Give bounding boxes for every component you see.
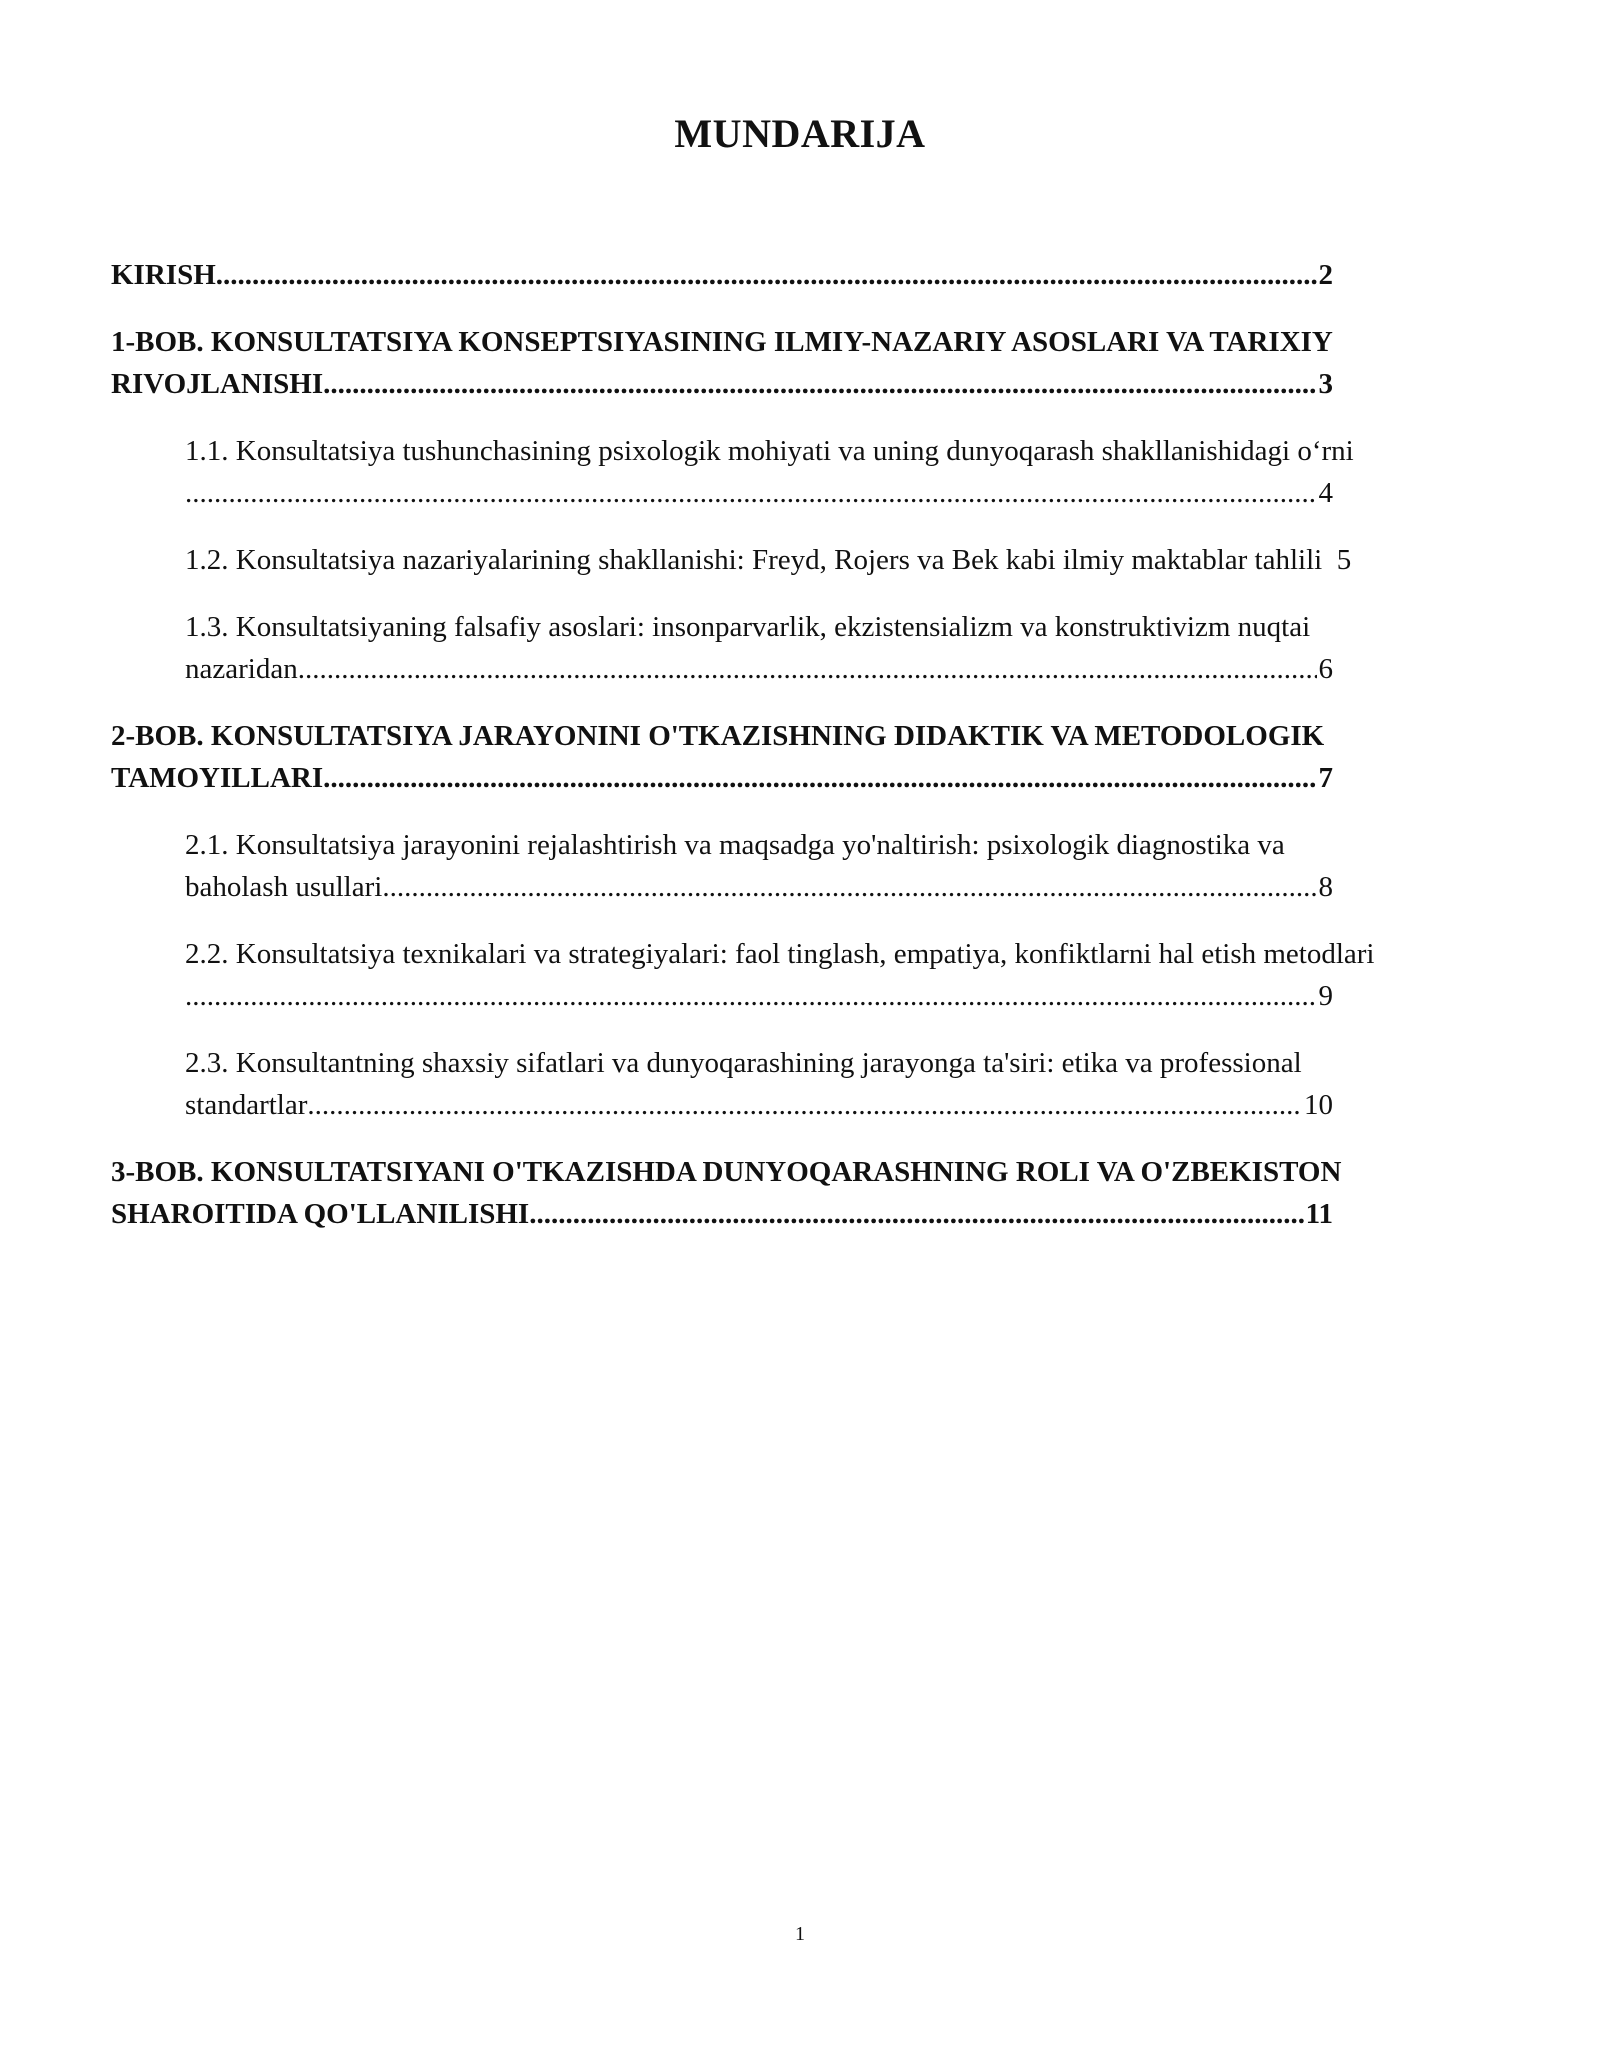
toc-leader-dots: [382, 866, 1316, 908]
toc-entry-heading: 1.1. Konsultatsiya tushunchasining psixologik mohiyati va uning dunyoqarash shakllanishidagi o‘rni: [185, 435, 1354, 467]
toc-page-number: 9: [1318, 980, 1333, 1012]
toc-entry-title-continuation: nazaridan: [185, 653, 298, 685]
toc-entry-heading: 2.1. Konsultatsiya jarayonini rejalashtirish va maqsadga yo'naltirish: psixologik diagnostika va: [185, 829, 1285, 861]
footer-page-number: 1: [795, 1923, 805, 1945]
toc-entry-chapter-1[interactable]: [111, 321, 1479, 405]
toc-page-number: 7: [1318, 762, 1333, 794]
toc-entry-heading: 2.2. Konsultatsiya texnikalari va strategiyalari: faol tinglash, empatiya, konfiktlarni hal etish metodlari: [185, 938, 1375, 970]
toc-entry-section-1-2[interactable]: [185, 539, 1479, 581]
toc-entry-title-continuation: baholash usullari: [185, 871, 383, 903]
toc-leader-dots: [216, 254, 1317, 296]
toc-entry-kirish[interactable]: [111, 254, 1479, 296]
toc-entry-title-continuation: standartlar: [185, 1089, 308, 1121]
toc-page-number: 8: [1318, 871, 1333, 903]
toc-leader-dots: [307, 1084, 1302, 1126]
toc-entry-title: 1.2. Konsultatsiya nazariyalarining shakllanishi: Freyd, Rojers va Bek kabi ilmiy maktablar tahlili: [185, 544, 1323, 576]
toc-leader-dots: [185, 472, 1317, 514]
toc-entry-heading: 1.3. Konsultatsiyaning falsafiy asoslari: insonparvarlik, ekzistensializm va konstruktivizm nuqtai: [185, 611, 1311, 643]
toc-entry-chapter-2[interactable]: [111, 715, 1479, 799]
toc-entry-title-continuation: SHAROITIDA QO'LLANILISHI: [111, 1198, 530, 1230]
toc-leader-dots: [323, 363, 1316, 405]
toc-entry-heading: 3-BOB. KONSULTATSIYANI O'TKAZISHDA DUNYOQARASHNING ROLI VA O'ZBEKISTON: [111, 1156, 1342, 1188]
toc-entry-section-2-3[interactable]: [185, 1042, 1479, 1126]
toc-page-number: 6: [1318, 653, 1333, 685]
toc-page-number: 11: [1305, 1198, 1333, 1230]
toc-entry-heading: 1-BOB. KONSULTATSIYA KONSEPTSIYASINING ILMIY-NAZARIY ASOSLARI VA TARIXIY: [111, 326, 1333, 358]
toc-page-number: 5: [1336, 544, 1352, 576]
toc-entry-title: KIRISH: [111, 259, 216, 291]
toc-leader-dots: [185, 975, 1317, 1017]
toc-entry-title-continuation: RIVOJLANISHI: [111, 368, 324, 400]
toc-entry-heading: 2-BOB. KONSULTATSIYA JARAYONINI O'TKAZISHNING DIDAKTIK VA METODOLOGIK: [111, 720, 1325, 752]
toc-leader-dots: [323, 757, 1316, 799]
toc-page-number: 4: [1318, 477, 1333, 509]
table-of-contents: [111, 254, 1479, 1260]
toc-page-number: 10: [1304, 1089, 1333, 1121]
toc-entry-title-continuation: TAMOYILLARI: [111, 762, 324, 794]
page-title: MUNDARIJA: [674, 111, 926, 156]
toc-leader-dots: [529, 1193, 1303, 1235]
toc-entry-section-2-1[interactable]: [185, 824, 1479, 908]
toc-entry-section-1-1[interactable]: [185, 430, 1479, 514]
toc-entry-section-2-2[interactable]: [185, 933, 1479, 1017]
toc-entry-chapter-3[interactable]: [111, 1151, 1479, 1235]
toc-entry-section-1-3[interactable]: [185, 606, 1479, 690]
toc-entry-heading: 2.3. Konsultantning shaxsiy sifatlari va dunyoqarashining jarayonga ta'siri: etika va professional: [185, 1047, 1302, 1079]
toc-leader-dots: [298, 648, 1317, 690]
toc-page-number: 2: [1318, 259, 1333, 291]
toc-page-number: 3: [1318, 368, 1333, 400]
